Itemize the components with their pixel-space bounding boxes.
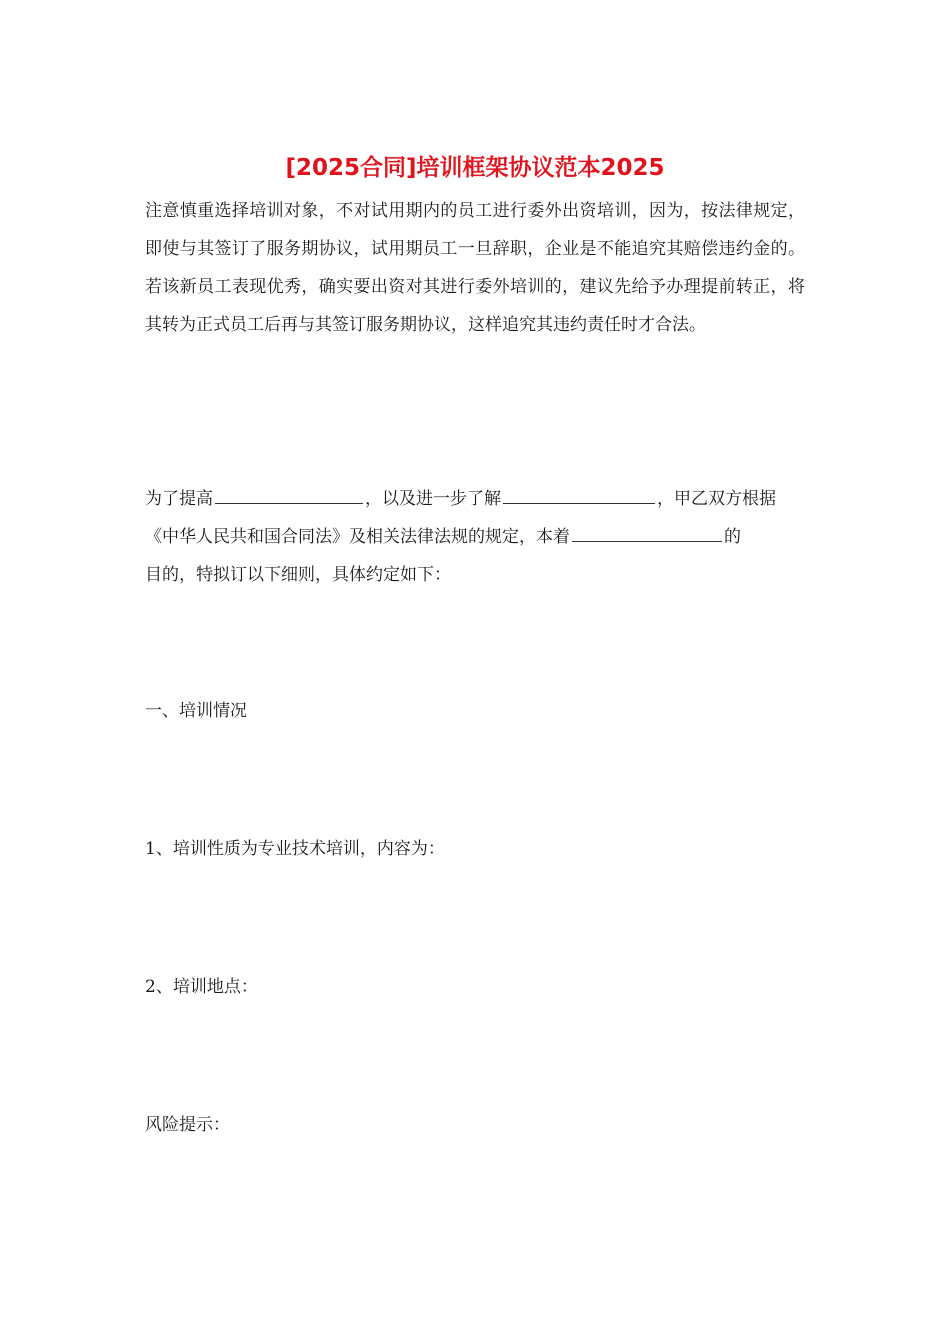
purpose-line-3: 目的，特拟订以下细则，具体约定如下： bbox=[145, 565, 451, 585]
fill-blank[interactable] bbox=[572, 525, 722, 542]
section-heading: 一、培训情况 bbox=[145, 701, 247, 721]
fill-blank[interactable] bbox=[215, 487, 363, 504]
clause-item-2: 2、培训地点： bbox=[145, 977, 258, 997]
purpose-text: 的 bbox=[724, 527, 741, 547]
intro-paragraph: 注意慎重选择培训对象，不对试用期内的员工进行委外出资培训，因为，按法律规定，即使与其签订了服务期协议，试用期员工一旦辞职，企业是不能追究其赔偿违约金的。若该新员工表现优秀，确实要出资对其进行委外培训的，建议先给予办理提前转正，将其转为正式员工后再与其签订服务期协议，这样追究其违约责任时才合法。 bbox=[145, 201, 805, 335]
purpose-text: 为了提高 bbox=[145, 489, 213, 509]
clause-item-1: 1、培训性质为专业技术培训，内容为： bbox=[145, 839, 445, 859]
fill-blank[interactable] bbox=[503, 487, 655, 504]
purpose-line-1 bbox=[145, 480, 805, 518]
risk-label: 风险提示： bbox=[145, 1115, 230, 1135]
purpose-line-2 bbox=[145, 518, 805, 556]
purpose-text: ，以及进一步了解 bbox=[365, 489, 501, 509]
document-title: [2025合同]培训框架协议范本2025 bbox=[285, 155, 665, 181]
purpose-text: ，甲乙双方根据 bbox=[657, 489, 776, 509]
purpose-text: 《中华人民共和国合同法》及相关法律法规的规定，本着 bbox=[145, 527, 570, 547]
